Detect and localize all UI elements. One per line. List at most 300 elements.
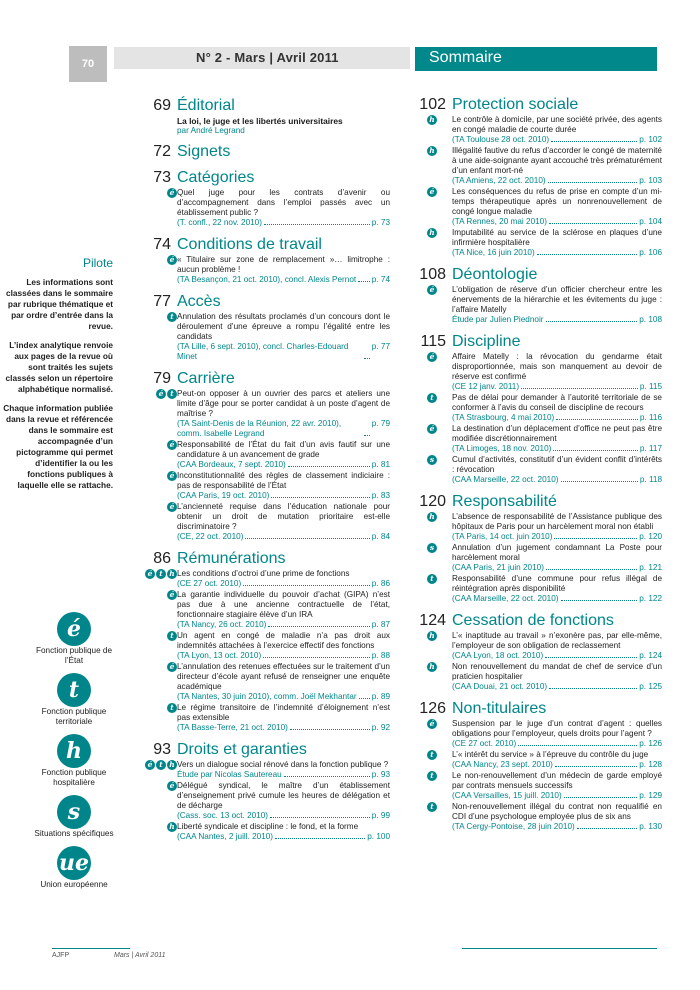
dot-leader — [268, 620, 369, 627]
etat-icon: é — [167, 471, 177, 481]
legend-label: Fonction publique hospitalière — [41, 768, 107, 787]
entry-text: L’ancienneté requise dans l’éducation nationale pour obtenir un droit de mutation prioritaire est-elle discriminatoire ? — [177, 502, 390, 531]
entry-source: (CAA Paris, 21 juin 2010) — [452, 563, 544, 572]
dot-leader — [555, 760, 637, 767]
entry-source: (CAA Marseille, 22 oct. 2010) — [452, 594, 559, 603]
entry-reference — [177, 692, 390, 702]
toc-entry[interactable] — [412, 455, 662, 485]
hospitaliere-icon: h — [167, 569, 177, 579]
footer-rule — [52, 948, 130, 949]
section-title: Droits et garanties — [177, 741, 307, 758]
toc-entry[interactable] — [144, 116, 390, 135]
toc-entry[interactable] — [412, 187, 662, 227]
toc-section — [144, 97, 390, 135]
section-heading[interactable] — [144, 370, 390, 388]
entry-source: (TA Cergy-Pontoise, 28 juin 2010) — [452, 822, 575, 831]
section-title: Conditions de travail — [177, 236, 322, 253]
pilote-paragraph: Les informations sont classées dans le sommaire par rubrique thématique et par ordre d’entrée dans la revue. — [5, 277, 113, 331]
entry-text: La garantie individuelle du pouvoir d’achat (GIPA) n’est pas due à une ancienne contractuelle de l’état, fonctionnaire stagiaire élève d’un IRA — [177, 590, 390, 619]
entry-page: p. 88 — [371, 651, 390, 660]
etat-icon: é — [167, 502, 177, 512]
toc-entry[interactable] — [412, 512, 662, 542]
situations-specifiques-icon: s — [427, 543, 437, 553]
entry-page: p. 93 — [371, 770, 390, 779]
dot-leader — [577, 822, 638, 829]
entry-text: Quel juge pour les contrats d’avenir ou d’accompagnement dans l’emploi passés avec un établissement public ? — [177, 188, 390, 217]
entry-reference — [452, 248, 662, 258]
section-heading[interactable] — [412, 700, 662, 718]
footer-rule — [462, 948, 657, 949]
situations-specifiques-icon: s — [57, 795, 91, 829]
entry-pictograms — [412, 512, 452, 522]
entry-reference — [452, 594, 662, 604]
entry-source: (CAA Bordeaux, 7 sept. 2010) — [177, 460, 286, 469]
etat-icon: é — [167, 662, 177, 672]
toc-entry[interactable] — [144, 760, 390, 780]
toc-entry[interactable] — [412, 750, 662, 770]
entry-source: (Cass. soc. 13 oct. 2010) — [177, 811, 269, 820]
entry-reference — [452, 651, 662, 661]
dot-leader — [549, 217, 637, 224]
entry-pictograms — [144, 781, 177, 791]
entry-reference — [177, 460, 390, 470]
entry-source: (CE 27 oct. 2010) — [177, 579, 242, 588]
issue-label: N° 2 - Mars | Avril 2011 — [114, 47, 410, 69]
entry-text: Suspension par le juge d’un contrat d’agent : quelles obligations pour l’employeur, quels droits pour l’agent ? — [452, 719, 662, 738]
entry-text: Liberté syndicale et discipline : le fond, et la forme — [177, 822, 359, 831]
entry-text: L’absence de responsabilité de l’Assistance publique des hôpitaux de Paris pour un harcèlement moral non établi — [452, 512, 662, 531]
section-page-number: 126 — [419, 700, 446, 717]
dot-leader — [554, 532, 637, 539]
toc-entry[interactable] — [412, 631, 662, 661]
toc-entry[interactable] — [412, 352, 662, 392]
territoriale-icon: t — [156, 569, 166, 579]
entry-text: La destination d’un déplacement d’office ne peut pas être modifiée discrétionnairement — [452, 424, 662, 443]
entry-reference — [452, 176, 662, 186]
toc-column-left — [144, 97, 390, 850]
section-page-number: 115 — [420, 333, 446, 350]
entry-pictograms — [412, 187, 452, 197]
fonction-publique-hospitaliere-icon: h — [57, 734, 91, 768]
fonction-publique-territoriale-icon: t — [57, 673, 91, 707]
hospitaliere-icon: h — [427, 512, 437, 522]
section-page-number: 72 — [153, 143, 171, 160]
entry-source: (TA Basse-Terre, 21 oct. 2010) — [177, 723, 288, 732]
entry-page: p. 102 — [639, 135, 662, 144]
entry-text: L’obligation de réserve d’un officier chercheur entre les énervements de la hiérarchie et les évitements du juge : l’affaire Matelly — [452, 285, 662, 314]
section-heading[interactable] — [412, 96, 662, 114]
etat-icon: é — [145, 569, 155, 579]
legend-label: Fonction publique territoriale — [41, 707, 107, 726]
section-title: Responsabilité — [452, 493, 557, 510]
toc-entry[interactable] — [412, 719, 662, 749]
toc-section — [412, 96, 662, 258]
legend-item — [30, 734, 118, 788]
entry-pictograms — [412, 802, 452, 812]
etat-icon: é — [427, 424, 437, 434]
toc-entry[interactable] — [412, 574, 662, 604]
entry-text: Les conditions d’octroi d’une prime de fonctions — [177, 569, 350, 578]
hospitaliere-icon: h — [427, 146, 437, 156]
toc-entry[interactable] — [144, 471, 390, 501]
entry-source: (TA Nancy, 26 oct. 2010) — [177, 620, 267, 629]
fonction-publique-etat-icon: é — [57, 612, 91, 646]
entry-reference — [177, 342, 390, 362]
entry-reference — [177, 832, 390, 842]
entry-pictograms — [144, 389, 177, 399]
entry-text: Cumul d’activités, constitutif d’un évident conflit d’intérêts : révocation — [452, 455, 662, 474]
toc-entry[interactable] — [144, 502, 390, 542]
territoriale-icon: t — [167, 312, 177, 322]
entry-reference — [452, 822, 662, 832]
toc-entry[interactable] — [412, 424, 662, 454]
entry-source: (CAA Marseille, 22 oct. 2010) — [452, 475, 559, 484]
hospitaliere-icon: h — [427, 115, 437, 125]
territoriale-icon: t — [156, 760, 166, 770]
entry-page: p. 129 — [639, 791, 662, 800]
entry-page: p. 84 — [371, 532, 390, 541]
dot-leader — [275, 832, 365, 839]
entry-source: (TA Besançon, 21 oct. 2010), concl. Alexis Pernot — [177, 275, 357, 284]
entry-pictograms — [412, 455, 452, 465]
section-title: Signets — [177, 143, 231, 160]
section-heading[interactable] — [144, 143, 390, 161]
toc-entry[interactable] — [412, 393, 662, 423]
entry-pictograms — [412, 285, 452, 295]
entry-reference — [177, 723, 390, 733]
entry-page: p. 103 — [639, 176, 662, 185]
section-heading[interactable] — [412, 612, 662, 630]
toc-entry[interactable] — [144, 440, 390, 470]
footer-publication: AJFP — [52, 952, 70, 959]
section-title: Accès — [177, 293, 221, 310]
etat-icon: é — [167, 440, 177, 450]
entry-reference — [177, 419, 390, 439]
territoriale-icon: t — [167, 389, 177, 399]
entry-source: (CE 12 janv. 2011) — [452, 382, 520, 391]
entry-source: Étude par Nicolas Sautereau — [177, 770, 282, 779]
toc-entry[interactable] — [412, 543, 662, 573]
entry-source: (CAA Nantes, 2 juill. 2010) — [177, 832, 274, 841]
entry-pictograms — [144, 590, 177, 600]
entry-reference — [177, 218, 390, 228]
entry-page: p. 89 — [371, 692, 390, 701]
pilote-paragraph: L’index analytique renvoie aux pages de la revue où sont traités les sujets classés selon un répertoire alphabétique normalisé. — [5, 340, 113, 394]
entry-source: (TA Toulouse 28 oct. 2010) — [452, 135, 550, 144]
hospitaliere-icon: h — [167, 760, 177, 770]
section-title: Catégories — [177, 169, 255, 186]
entry-source: (TA Amiens, 22 oct. 2010) — [452, 176, 546, 185]
dot-leader — [358, 275, 370, 282]
dot-leader — [364, 419, 370, 436]
section-heading[interactable] — [144, 293, 390, 311]
entry-page: p. 116 — [639, 413, 662, 422]
section-heading[interactable] — [144, 169, 390, 187]
section-title: Non-titulaires — [452, 700, 547, 717]
toc-column-right — [412, 96, 662, 840]
section-heading[interactable] — [144, 236, 390, 254]
entry-text: Annulation d’un jugement condamnant La Poste pour harcèlement moral — [452, 543, 662, 562]
section-heading[interactable] — [144, 97, 390, 115]
entry-source: (TA Limoges, 18 nov. 2010) — [452, 444, 552, 453]
entry-page: p. 104 — [639, 217, 662, 226]
entry-page: p. 120 — [639, 532, 662, 541]
entry-page: p. 115 — [639, 382, 662, 391]
entry-pictograms — [144, 502, 177, 512]
entry-page: p. 124 — [639, 651, 662, 660]
section-heading[interactable] — [412, 493, 662, 511]
dot-leader — [521, 382, 638, 389]
section-page-number: 69 — [153, 97, 171, 114]
toc-entry[interactable] — [144, 822, 390, 842]
entry-page: p. 81 — [371, 460, 390, 469]
toc-entry[interactable] — [412, 662, 662, 692]
entry-page: p. 117 — [639, 444, 662, 453]
entry-pictograms — [144, 255, 177, 265]
toc-entry[interactable] — [144, 569, 390, 589]
entry-pictograms — [144, 312, 177, 322]
etat-icon: é — [427, 352, 437, 362]
entry-source: (TA Nice, 16 juin 2010) — [452, 248, 535, 257]
dot-leader — [553, 444, 637, 451]
hospitaliere-icon: h — [427, 662, 437, 672]
entry-pictograms — [412, 719, 452, 729]
dot-leader — [284, 770, 370, 777]
entry-page: p. 121 — [639, 563, 662, 572]
dot-leader — [537, 248, 638, 255]
etat-icon: é — [167, 781, 177, 791]
dot-leader — [545, 651, 637, 658]
entry-pictograms — [412, 662, 452, 672]
entry-pictograms — [144, 440, 177, 450]
section-heading[interactable] — [412, 266, 662, 284]
etat-icon: é — [156, 389, 166, 399]
entry-reference — [452, 413, 662, 423]
entry-text: « Titulaire sur zone de remplacement »… limitrophe : aucun problème ! — [177, 255, 390, 274]
toc-entry[interactable] — [144, 590, 390, 630]
entry-source: (TA Nantes, 30 juin 2010), comm. Joël Mekhantar — [177, 692, 357, 701]
entry-reference — [177, 811, 390, 821]
dot-leader — [556, 413, 638, 420]
section-page-number: 73 — [153, 169, 171, 186]
footer-date: Mars | Avril 2011 — [114, 952, 166, 959]
toc-entry[interactable] — [144, 631, 390, 661]
entry-pictograms — [144, 822, 177, 832]
entry-reference — [452, 532, 662, 542]
toc-entry[interactable] — [144, 188, 390, 228]
entry-source: (TA Strasbourg, 4 mai 2010) — [452, 413, 555, 422]
hospitaliere-icon: h — [427, 631, 437, 641]
entry-page: p. 125 — [639, 682, 662, 691]
entry-pictograms — [412, 352, 452, 362]
entry-source: (TA Lille, 6 sept. 2010), concl. Charles-Edouard Minet — [177, 342, 349, 361]
legend-label: Situations spécifiques — [34, 829, 114, 838]
toc-entry[interactable] — [144, 781, 390, 821]
toc-entry[interactable] — [144, 389, 390, 439]
entry-page: p. 106 — [639, 248, 662, 257]
dot-leader — [548, 176, 638, 183]
etat-icon: é — [427, 719, 437, 729]
entry-source: (T. confl., 22 nov. 2010) — [177, 218, 262, 227]
toc-section — [144, 741, 390, 842]
entry-text: Le régime transitoire de l’indemnité d’éloignement n’est pas extensible — [177, 703, 390, 722]
entry-pictograms — [144, 631, 177, 641]
dot-leader — [546, 563, 637, 570]
entry-source: (TA Paris, 14 oct. juin 2010) — [452, 532, 553, 541]
toc-section — [144, 169, 390, 228]
legend-item — [30, 846, 118, 890]
toc-entry[interactable] — [412, 228, 662, 258]
entry-text: Peut-on opposer à un ouvrier des parcs et ateliers une limite d’âge pour se porter candidat à un poste d’agent de maîtrise ? — [177, 389, 390, 418]
section-page-number: 74 — [153, 236, 171, 253]
entry-page: p. 92 — [371, 723, 390, 732]
toc-entry[interactable] — [412, 146, 662, 186]
entry-text: Inconstitutionnalité des règles de classement indiciaire : pas de responsabilité de l’État — [177, 471, 390, 490]
section-page-number: 102 — [419, 96, 446, 113]
entry-text: Le non-renouvellement d’un médecin de garde employé par contrats mensuels successifs — [452, 771, 662, 790]
toc-entry[interactable] — [144, 312, 390, 362]
dot-leader — [271, 491, 369, 498]
entry-pictograms — [412, 393, 452, 403]
entry-page: p. 74 — [371, 275, 390, 284]
entry-text: Affaire Matelly : la révocation du gendarme était disproportionnée, mais son manquement au devoir de réserve est confirmé — [452, 352, 662, 381]
entry-page: p. 77 — [371, 342, 390, 351]
entry-text: Annulation des résultats proclamés d’un concours dont le déroulement d’une épreuve a rompu l’égalité entre les candidats — [177, 312, 390, 341]
section-title: Protection sociale — [452, 96, 579, 113]
entry-source: (TA Saint-Denis de la Réunion, 22 avr. 2010), comm. Isabelle Legrand — [177, 419, 342, 438]
section-heading[interactable] — [144, 741, 390, 759]
entry-page: p. 126 — [639, 739, 662, 748]
header-divider — [415, 69, 657, 71]
toc-section — [144, 293, 390, 362]
entry-pictograms — [412, 424, 452, 434]
legend-label: Fonction publique de l’État — [35, 646, 113, 665]
entry-pictograms — [412, 228, 452, 238]
entry-page: p. 108 — [639, 315, 662, 324]
entry-text: Les conséquences du refus de prise en compte d’un mi-temps thérapeutique après un nonrenouvellement de congé longue maladie — [452, 187, 662, 216]
entry-source: (CAA Douai, 21 oct. 2010) — [452, 682, 548, 691]
territoriale-icon: t — [167, 631, 177, 641]
toc-section — [412, 612, 662, 692]
dot-leader — [288, 460, 370, 467]
toc-section — [412, 493, 662, 604]
entry-source: (TA Lyon, 13 oct. 2010) — [177, 651, 262, 660]
dot-leader — [561, 594, 638, 601]
entry-text: Pas de délai pour demander à l’autorité territoriale de se conformer à l’avis du conseil de discipline de recours — [452, 393, 662, 412]
entry-pictograms — [144, 662, 177, 672]
entry-source: (CE, 22 oct. 2010) — [177, 532, 244, 541]
etat-icon: é — [167, 255, 177, 265]
section-heading[interactable] — [412, 333, 662, 351]
entry-source: (CE 27 oct. 2010) — [452, 739, 517, 748]
section-page-number: 124 — [419, 612, 446, 629]
entry-pictograms — [144, 703, 177, 713]
entry-text: Vers un dialogue social rénové dans la fonction publique ? — [177, 760, 389, 769]
entry-page: p. 73 — [371, 218, 390, 227]
entry-page: p. 99 — [371, 811, 390, 820]
entry-text: Délégué syndical, le maître d’un établissement d’enseignement privé cumule les heures de délégation et de décharge — [177, 781, 390, 810]
entry-page: p. 128 — [639, 760, 662, 769]
etat-icon: é — [167, 188, 177, 198]
section-title: Rémunérations — [177, 550, 286, 567]
toc-entry[interactable] — [144, 703, 390, 733]
section-heading[interactable] — [144, 550, 390, 568]
entry-pictograms — [412, 146, 452, 156]
entry-reference — [452, 791, 662, 801]
section-page-number: 77 — [153, 293, 171, 310]
entry-reference — [177, 579, 390, 589]
toc-section — [412, 333, 662, 485]
entry-reference — [452, 382, 662, 392]
toc-entry[interactable] — [412, 285, 662, 325]
entry-text: Un agent en congé de maladie n’a pas droit aux indemnités attachées à l’exercice effectif des fonctions — [177, 631, 390, 650]
entry-source: (TA Rennes, 20 mai 2010) — [452, 217, 547, 226]
dot-leader — [561, 475, 638, 482]
toc-entry[interactable] — [412, 802, 662, 832]
entry-reference — [452, 315, 662, 325]
entry-pictograms — [412, 631, 452, 641]
page-number: 70 — [69, 46, 107, 82]
dot-leader — [264, 218, 370, 225]
pilote-box — [0, 256, 113, 499]
pictogram-legend — [30, 612, 118, 897]
entry-source: Étude par Julien Piednoir — [452, 315, 544, 324]
entry-pictograms — [144, 188, 177, 198]
dot-leader — [551, 135, 637, 142]
dot-leader — [359, 692, 370, 699]
dot-leader — [549, 682, 637, 689]
territoriale-icon: t — [427, 750, 437, 760]
etat-icon: é — [427, 187, 437, 197]
dot-leader — [263, 651, 370, 658]
entry-reference — [452, 563, 662, 573]
toc-section — [144, 370, 390, 542]
entry-source: (CAA Paris, 19 oct. 2010) — [177, 491, 270, 500]
toc-entry[interactable] — [144, 255, 390, 285]
entry-reference — [452, 682, 662, 692]
dot-leader — [518, 739, 637, 746]
dot-leader — [270, 811, 370, 818]
toc-entry[interactable] — [412, 771, 662, 801]
entry-page: p. 83 — [371, 491, 390, 500]
section-title: Sommaire — [415, 47, 657, 69]
entry-page: p. 122 — [639, 594, 662, 603]
entry-title: La loi, le juge et les libertés universitaires — [177, 116, 343, 126]
entry-page: p. 118 — [639, 475, 662, 484]
entry-page: p. 130 — [639, 822, 662, 831]
toc-entry[interactable] — [412, 115, 662, 145]
entry-text: Responsabilité de l’État du fait d’un avis fautif sur une candidature à un avancement de grade — [177, 440, 390, 459]
legend-item — [30, 612, 118, 666]
section-page-number: 120 — [419, 493, 446, 510]
entry-reference — [452, 217, 662, 227]
dot-leader — [546, 315, 638, 322]
entry-text: Responsabilité d’une commune pour refus illégal de réintégration après disponibilité — [452, 574, 662, 593]
entry-reference — [177, 620, 390, 630]
toc-entry[interactable] — [144, 662, 390, 702]
entry-author: par André Legrand — [177, 126, 245, 135]
entry-pictograms — [412, 115, 452, 125]
entry-text: Non-renouvellement illégal du contrat non requalifié en CDI d’une psychologue employée plus de six ans — [452, 802, 662, 821]
entry-text: Illégalité fautive du refus d’accorder le congé de maternité à une aide-soignante ayant accouché très prématurément d’un enfant mort-né — [452, 146, 662, 175]
entry-reference — [177, 770, 390, 780]
entry-reference — [452, 135, 662, 145]
section-page-number: 86 — [153, 550, 171, 567]
entry-pictograms — [412, 750, 452, 760]
etat-icon: é — [167, 590, 177, 600]
entry-text: Non renouvellement du mandat de chef de service d’un praticien hospitalier — [452, 662, 662, 681]
entry-source: (CAA Nancy, 23 sept. 2010) — [452, 760, 553, 769]
